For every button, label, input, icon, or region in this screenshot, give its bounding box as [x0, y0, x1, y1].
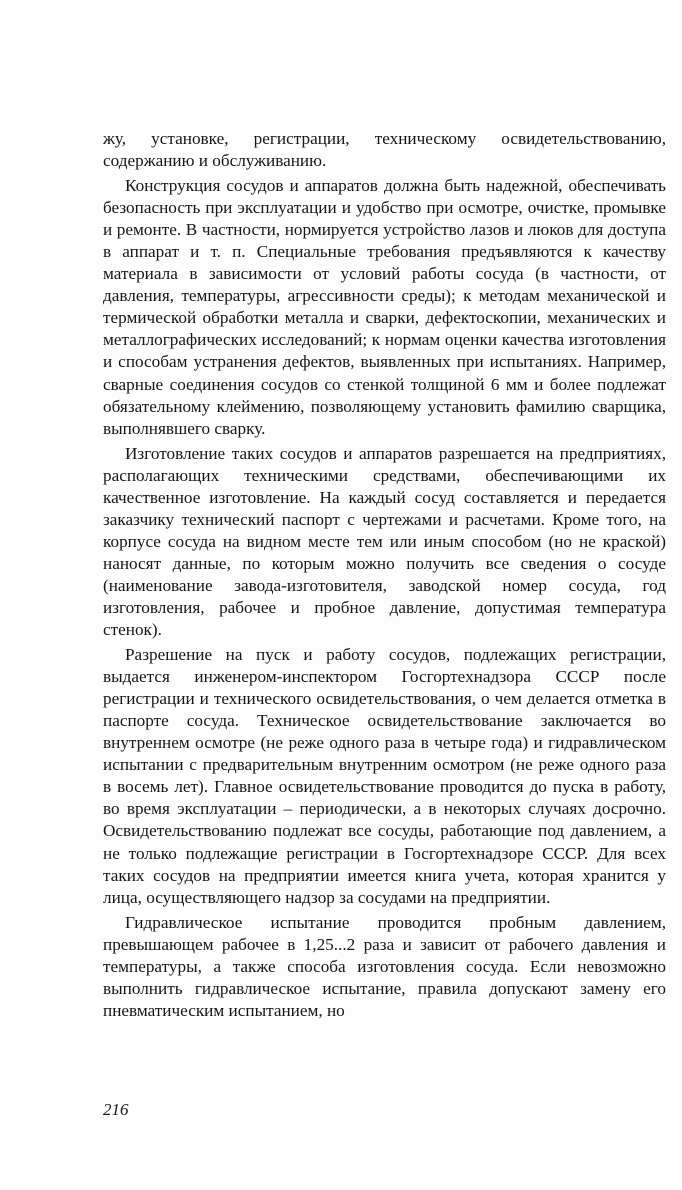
paragraph-vessel-design: Конструкция сосудов и аппаратов должна быть надежной, обеспечивать безопасность при эксплуатации и удобство при осмотре, очистке, промывке и ремонте. В частности, нормируется устройство лазов и люков для доступа в аппарат и т. п. Специальные требования предъявляются к качеству материала в зависимости от условий работы сосуда (в частности, от давления, температуры, агрессивности среды); к методам механической и термической обработки металла и сварки, дефектоскопии, механических и металлографических исследований; к нормам оценки качества изготовления и способам устранения дефектов, выявленных при испытаниях. Например, сварные соединения сосудов со стенкой толщиной 6 мм и более подлежат обязательному клеймению, позволяющему установить фамилию сварщика, выполнявшего сварку.: [103, 176, 666, 438]
page-number: 216: [103, 1100, 129, 1119]
paragraph-permission-inspection: Разрешение на пуск и работу сосудов, подлежащих регистрации, выдается инженером-инспектором Госгортехнадзора СССР после регистрации и технического освидетельствования, о чем делается отметка в паспорте сосуда. Техническое освидетельствование заключается во внутреннем осмотре (не реже одного раза в четыре года) и гидравлическом испытании с предварительным внутренним осмотром (не реже одного раза в восемь лет). Главное освидетельствование проводится до пуска в работу, во время эксплуатации – периодически, а в некоторых случаях досрочно. Освидетельствованию подлежат все сосуды, работающие под давлением, а не только подлежащие регистрации в Госгортехнадзоре СССР. Для всех таких сосудов на предприятии имеется книга учета, которая хранится у лица, осуществляющего надзор за сосудами на предприятии.: [103, 645, 666, 907]
body-text: [103, 128, 666, 1025]
paragraph-hydraulic-test: Гидравлическое испытание проводится пробным давлением, превышающем рабочее в 1,25...2 раза и зависит от рабочего давления и температуры, а также способа изготовления сосуда. Если невозможно выполнить гидравлическое испытание, правила допускают замену его пневматическим испытанием, но: [103, 912, 666, 1020]
paragraph-continuation: жу, установке, регистрации, техническому освидетельствованию, содержанию и обслуживанию.: [103, 129, 666, 171]
paragraph-manufacturing: Изготовление таких сосудов и аппаратов разрешается на предприятиях, располагающих техническими средствами, обеспечивающими их качественное изготовление. На каждый сосуд составляется и передается заказчику технический паспорт с чертежами и расчетами. Кроме того, на корпусе сосуда на видном месте тем или иным способом (но не краской) наносят данные, по которым можно получить все сведения о сосуде (наименование завода-изготовителя, заводской номер сосуда, год изготовления, рабочее и пробное давление, допустимая температура стенок).: [103, 443, 666, 640]
